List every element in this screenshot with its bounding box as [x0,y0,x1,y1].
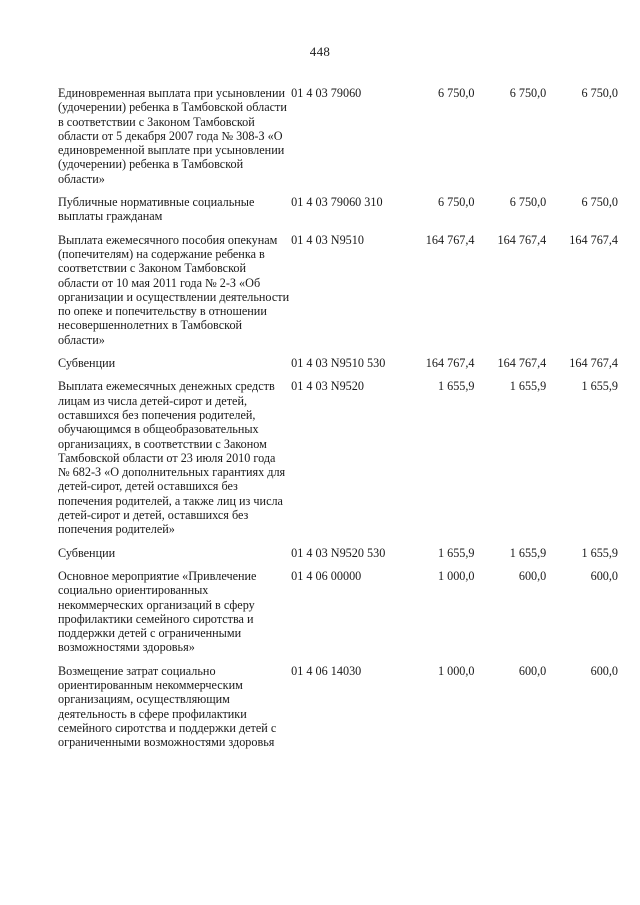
row-value-3: 164 767,4 [569,356,619,371]
row-code: 01 4 03 N9510 530 [291,356,386,371]
row-value-2: 164 767,4 [497,356,547,371]
row-code: 01 4 03 N9510 [291,232,364,247]
row-description: Возмещение затрат социально ориентированным некоммерческим организациям, осуществляющим деятельность в сфере профилактики семейного сиротства и поддержки детей с ограниченными возможностями здоровья [58,663,277,750]
table-row [58,569,618,655]
row-value-1: 6 750,0 [437,195,475,210]
page-number: 448 [309,44,331,59]
row-value-1: 164 767,4 [425,232,475,247]
table-row [58,379,618,536]
table-row [58,546,618,560]
row-value-1: 1 000,0 [437,568,475,583]
row-value-3: 600,0 [590,568,619,583]
row-code: 01 4 03 N9520 [291,379,364,394]
row-value-2: 1 655,9 [509,545,547,560]
row-description: Выплата ежемесячного пособия опекунам (попечителям) на содержание ребенка в соответствии с Законом Тамбовской области от 10 мая 2011 года № 2-З «Об организации и осуществлении деятельности по опеке и попечительству в отношении несовершеннолетних в Тамбовской области» [58,232,290,347]
row-value-3: 6 750,0 [581,195,619,210]
table-row [58,356,618,370]
row-value-3: 1 655,9 [581,379,619,394]
row-value-1: 1 000,0 [437,663,475,678]
row-value-3: 600,0 [590,663,619,678]
row-code: 01 4 03 N9520 530 [291,545,386,560]
row-value-1: 1 655,9 [437,379,475,394]
budget-table [58,86,618,758]
row-value-2: 6 750,0 [509,195,547,210]
row-value-1: 6 750,0 [437,86,475,100]
row-value-1: 1 655,9 [437,545,475,560]
row-description: Субвенции [58,545,116,560]
row-description: Субвенции [58,356,116,371]
row-value-2: 164 767,4 [497,232,547,247]
row-value-2: 6 750,0 [509,86,547,100]
row-description: Основное мероприятие «Привлечение социально ориентированных некоммерческих организаций в сферу профилактики семейного сиротства и поддержки детей с ограниченными возможностями здоровья» [58,568,257,655]
row-value-2: 600,0 [518,568,547,583]
row-code: 01 4 03 79060 310 [291,195,383,210]
row-value-2: 600,0 [518,663,547,678]
row-description: Выплата ежемесячных денежных средств лицам из числа детей-сирот и детей, оставшихся без попечения родителей, обучающимся в общеобразовательных организациях, в соответствии с Законом Тамбовской области от 23 июля 2010 года № 682-З «О дополнительных гарантиях для детей-сирот, детей оставшихся без попечения родителей, а также лиц из числа детей-сирот и детей, оставшихся без попечения родителей» [58,379,286,537]
table-row [58,664,618,750]
row-code: 01 4 03 79060 [291,86,362,100]
row-value-2: 1 655,9 [509,379,547,394]
row-description: Публичные нормативные социальные выплаты гражданам [58,195,255,224]
row-code: 01 4 06 14030 [291,663,362,678]
table-row [58,86,618,186]
row-code: 01 4 06 00000 [291,568,362,583]
table-row [58,233,618,347]
row-description: Единовременная выплата при усыновлении (удочерении) ребенка в Тамбовской области в соответствии с Законом Тамбовской области от 5 декабря 2007 года № 308-З «О единовременной выплате при усыновлении (удочерении) ребенка в Тамбовской области» [58,86,287,186]
row-value-3: 6 750,0 [581,86,619,100]
table-row [58,195,618,224]
row-value-3: 164 767,4 [569,232,619,247]
row-value-1: 164 767,4 [425,356,475,371]
row-value-3: 1 655,9 [581,545,619,560]
